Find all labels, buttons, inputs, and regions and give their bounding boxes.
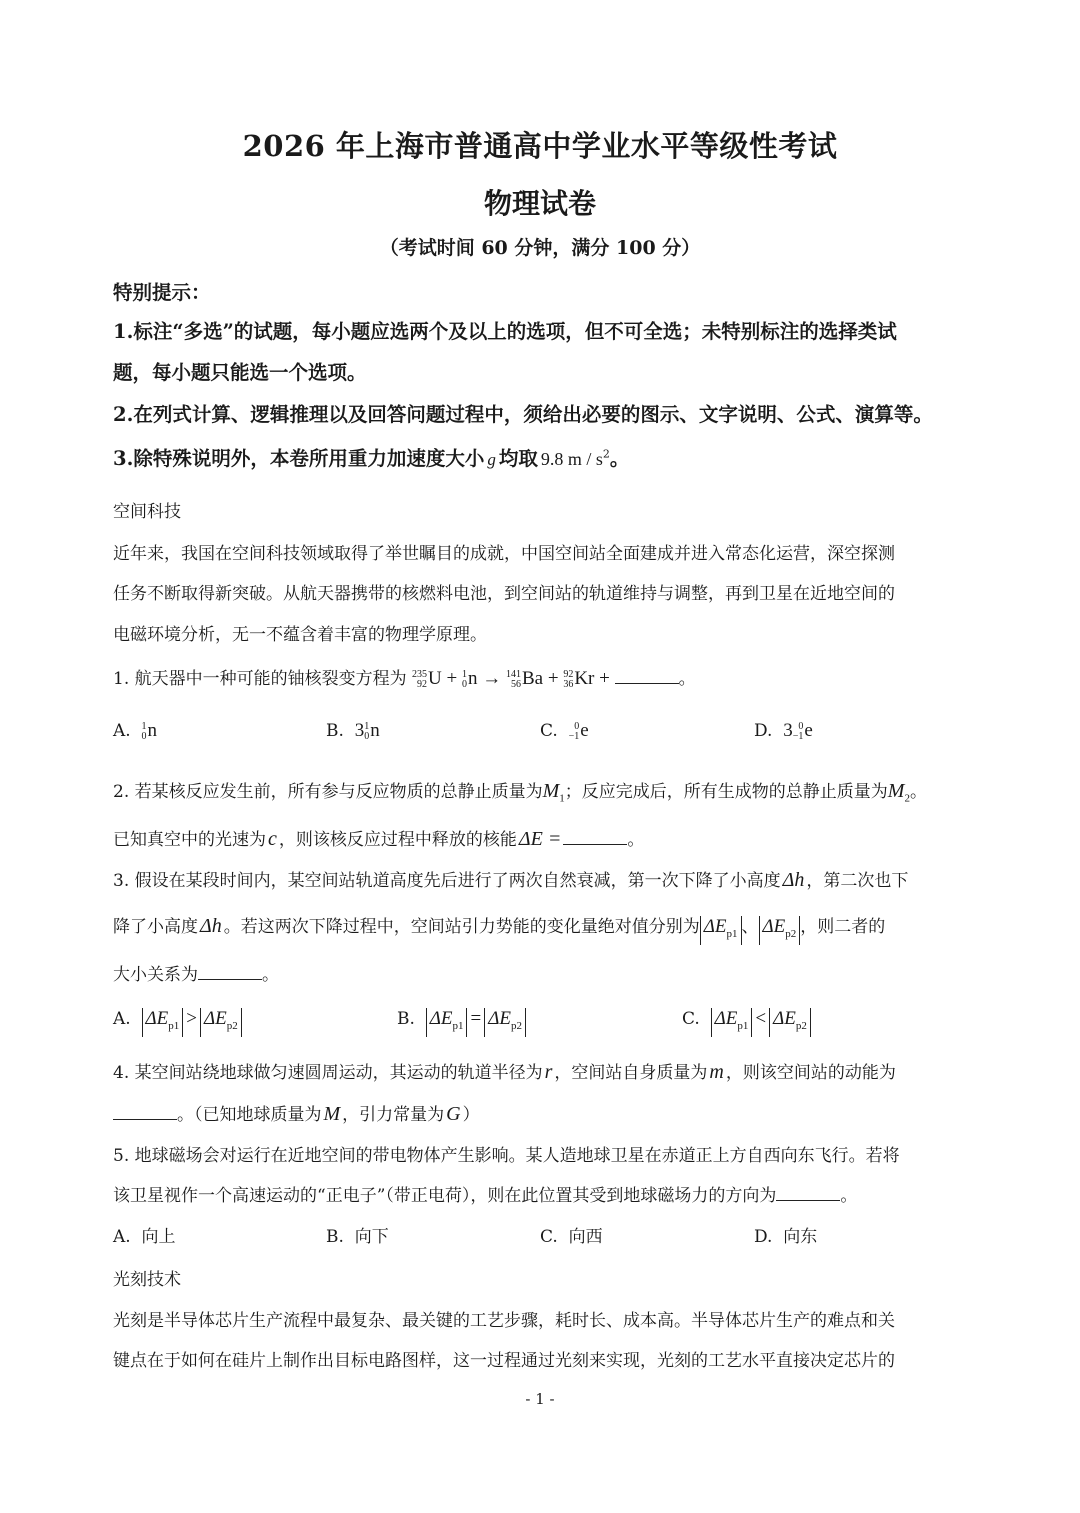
q5-option-c[interactable]: C. 向西 — [540, 1227, 603, 1247]
section-intro-line-1: 近年来，我国在空间科技领域取得了举世瞩目的成就，中国空间站全面建成并进入常态化运营，深空探测 — [113, 544, 895, 564]
q1-stem-text: 1. 航天器中一种可能的铀核裂变方程为 — [113, 669, 407, 689]
gravity-value: 9.8 m / s — [540, 449, 603, 469]
q1-option-a[interactable]: A. 1 0 n — [113, 720, 157, 742]
notes-heading: 特别提示： — [113, 281, 211, 304]
q3-option-c[interactable]: C. $\Delta E_{p1} < \Delta E_{p2}$ — [682, 1008, 811, 1037]
section-intro-line-2: 任务不断取得新突破。从航天器携带的核燃料电池，到空间站的轨道维持与调整，再到卫星在近地空间的 — [113, 584, 895, 604]
reaction-arrow: → — [482, 668, 502, 689]
page-number: - 1 - — [525, 1390, 555, 1408]
q3-option-a[interactable]: A. $\Delta E_{p1} > \Delta E_{p2}$ — [113, 1008, 242, 1037]
q2-answer-blank[interactable] — [563, 828, 627, 845]
note-1-line-2: 题，每小题只能选一个选项。 — [113, 361, 367, 384]
gravity-symbol: g — [487, 450, 496, 469]
note-3-mid: 均取 — [498, 447, 538, 470]
note-1-line-1: 1.标注“多选”的试题，每小题应选两个及以上的选项，但不可全选；未特别标注的选择类试 — [113, 320, 897, 343]
section-2-line-2: 键点在于如何在硅片上制作出目标电路图样，这一过程通过光刻来实现，光刻的工艺水平直接决定芯片的 — [113, 1351, 895, 1371]
uranium-symbol: U — [428, 668, 442, 689]
q3-option-b[interactable]: B. $\Delta E_{p1} = \Delta E_{p2}$ — [397, 1008, 526, 1037]
question-3-line-2: 降了小高度 Δh 。若这两次下降过程中，空间站引力势能的变化量绝对值分别为 $\Delta E_{p1}$ 、 $\Delta E_{p2}$ ，则二者的 — [113, 912, 885, 945]
krypton-numbers: 92 36 — [563, 668, 574, 690]
q1-option-b[interactable]: B. 3 1 0 n — [326, 720, 380, 742]
question-5-line-2: 该卫星视作一个高速运动的“正电子”（带正电荷），则在此位置其受到地球磁场力的方向为 。 — [113, 1186, 858, 1206]
question-3-line-3: 大小关系为 。 — [113, 965, 279, 985]
question-2-line-2: 已知真空中的光速为 c ，则该核反应过程中释放的核能 ΔE = 。 — [113, 828, 645, 850]
question-2-line-1: 2. 若某核反应发生前，所有参与反应物质的总静止质量为$M_1$；反应完成后，所有生成物的总静止质量为$M_2$。 — [113, 780, 927, 805]
question-1-stem: 1. 航天器中一种可能的铀核裂变方程为 235 92 U + 1 0 n → 141 56 Ba + 92 36 Kr + 。 — [113, 668, 696, 690]
note-3: 3.除特殊说明外，本卷所用重力加速度大小 g 均取 9.8 m / $s^2$。 — [113, 447, 630, 470]
question-4-line-1: 4. 某空间站绕地球做匀速圆周运动，其运动的轨道半径为 r ，空间站自身质量为 m ，则该空间站的动能为 — [113, 1061, 896, 1083]
section-heading-lithography: 光刻技术 — [113, 1270, 181, 1290]
note-2: 2.在列式计算、逻辑推理以及回答问题过程中，须给出必要的图示、文字说明、公式、演算等。 — [113, 403, 933, 426]
q5-option-b[interactable]: B. 向下 — [326, 1227, 389, 1247]
q4-answer-blank[interactable] — [113, 1103, 177, 1120]
q1-answer-blank[interactable] — [615, 667, 679, 684]
uranium-numbers: 235 92 — [412, 668, 428, 690]
q3-answer-blank[interactable] — [198, 963, 262, 980]
neutron-symbol: n — [467, 668, 478, 689]
section-intro-line-3: 电磁环境分析，无一不蕴含着丰富的物理学原理。 — [113, 625, 487, 645]
question-3-line-1: 3. 假设在某段时间内，某空间站轨道高度先后进行了两次自然衰减，第一次下降了小高度 Δh ，第二次也下 — [113, 869, 909, 891]
q1-option-d[interactable]: D. 3 0 −1 e — [754, 720, 813, 742]
exam-title: 2026 年上海市普通高中学业水平等级性考试 — [242, 129, 838, 163]
exam-time-info: （考试时间 60 分钟，满分 100 分） — [379, 237, 701, 259]
note-3-prefix: 3.除特殊说明外，本卷所用重力加速度大小 — [113, 447, 485, 470]
section-2-line-1: 光刻是半导体芯片生产流程中最复杂、最关键的工艺步骤，耗时长、成本高。半导体芯片生产的难点和关 — [113, 1311, 895, 1331]
section-heading-space: 空间科技 — [113, 502, 181, 522]
q5-option-d[interactable]: D. 向东 — [754, 1227, 818, 1247]
exam-subtitle: 物理试卷 — [483, 187, 596, 220]
question-4-line-2: 。（已知地球质量为 M ，引力常量为 G ） — [113, 1100, 480, 1126]
question-5-line-1: 5. 地球磁场会对运行在近地空间的带电物体产生影响。某人造地球卫星在赤道正上方自西向东飞行。若将 — [113, 1146, 900, 1166]
q1-option-c[interactable]: C. 0 −1 e — [540, 720, 589, 742]
note-3-suffix: 。 — [609, 447, 630, 470]
barium-numbers: 141 56 — [505, 668, 521, 690]
barium-symbol: Ba — [521, 668, 544, 689]
q5-option-a[interactable]: A. 向上 — [113, 1227, 176, 1247]
neutron-numbers: 1 0 — [461, 668, 467, 690]
krypton-symbol: Kr — [574, 668, 595, 689]
q5-answer-blank[interactable] — [776, 1184, 840, 1201]
